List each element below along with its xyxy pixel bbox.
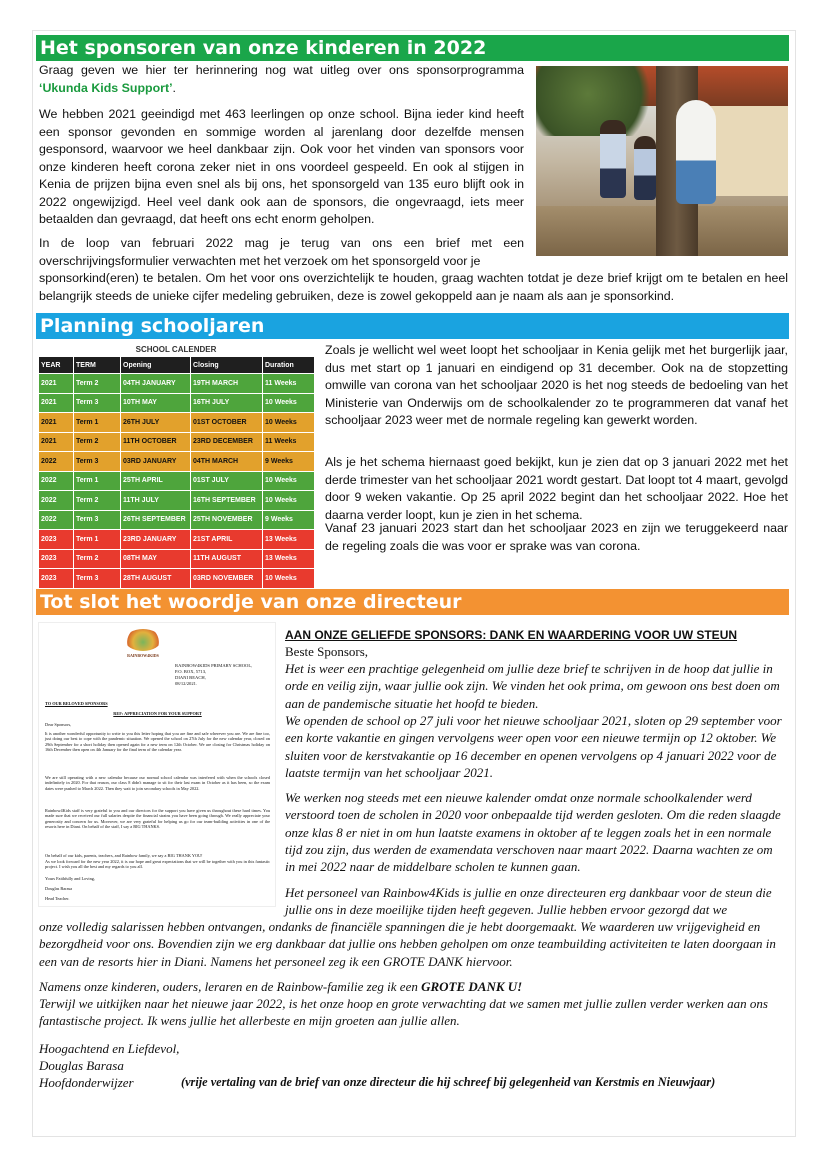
calendar-cell-closing: 16TH SEPTEMBER [191, 491, 263, 511]
calendar-cell-closing: 19TH MARCH [191, 374, 263, 394]
logo-text: RAINBOW4KIDS [127, 653, 159, 658]
calendar-row [39, 549, 315, 569]
payment-paragraph-a: In de loop van februari 2022 mag je terug van ons een brief met een overschrijvingsformulier verwachten met het verzoek om het sponsorgeld voor je [39, 236, 524, 268]
letter-title: AAN ONZE GELIEFDE SPONSORS: DANK EN WAARDERING VOOR UW STEUN [285, 628, 738, 642]
calendar-cell-opening: 28TH AUGUST [121, 569, 191, 589]
calendar-cell-opening: 11TH OCTOBER [121, 432, 191, 452]
calendar-cell-term: Term 2 [74, 432, 121, 452]
letter-p2-nl: We openden de school op 27 juli voor het nieuwe schooljaar 2021, sloten op 29 september voor een korte vakantie en gingen vervolgens weer open voor een nieuwe termijn op 12 oktober. We sluiten voor de kerstvakantie op 16 december en openen vervolgens op 4 januari 2022 voor de laatste termijn van het schooljaar 2021. [285, 713, 782, 780]
calendar-cell-year: 2022 [39, 452, 74, 472]
letter-p4b-nl: onze volledig salarissen hebben ontvangen, ondanks de financiële spanningen die je hebt doorgemaakt. We waarderen uw vrijgevigheid en bezorgdheid voor ons. Bovendien zijn we erg dankbaar dat jullie ons hebben geholpen om onze teambuilding activiteiten te laten doorgaan in een van de resorts hier in Diani. Namens het personeel zeg ik een GROTE DANK hiervoor. [39, 919, 776, 969]
calendar-cell-duration: 10 Weeks [263, 491, 315, 511]
planning-paragraph-1: Zoals je wellicht wel weet loopt het schooljaar in Kenia gelijk met het burgerlijk jaar, dus met start op 1 januari en eindigend op 31 december. Ook na de stopzetting omwille van corona van het schooljaar 2020 is het nog steeds de bedoeling van het Ministerie van Onderwijs om de schoolkalender zo te programmeren dat vanaf het schooljaar 2023 weer met de normale regeling kan gewerkt worden. [325, 343, 788, 427]
calendar-cell-term: Term 3 [74, 569, 121, 589]
calendar-cell-opening: 10TH MAY [121, 393, 191, 413]
calendar-title: SCHOOL CALENDER [135, 345, 217, 354]
calendar-cell-term: Term 3 [74, 510, 121, 530]
calendar-cell-opening: 26TH JULY [121, 413, 191, 433]
calendar-cell-year: 2022 [39, 510, 74, 530]
calendar-cell-closing: 04TH MARCH [191, 452, 263, 472]
letter-p4a-nl: Het personeel van Rainbow4Kids is jullie en onze directeuren erg dankbaar voor de steun die jullie ons in deze moeilijke tijden heeft gegeven. Jullie hebben ervoor gezorgd dat we [285, 885, 772, 918]
calendar-cell-duration: 9 Weeks [263, 510, 315, 530]
calendar-cell-term: Term 3 [74, 393, 121, 413]
calendar-cell-duration: 13 Weeks [263, 530, 315, 550]
calendar-cell-year: 2021 [39, 432, 74, 452]
section-heading-sponsoring: Het sponsoren van onze kinderen in 2022 [36, 35, 789, 61]
sponsor-paragraph: We hebben 2021 geeindigd met 463 leerlingen op onze school. Bijna ieder kind heeft een sponsor gevonden en sommige worden al jarenlang door dezelfde mensen gesponsord, waarvoor we heel dankbaar zijn. Ook voor het vinden van sponsors voor onze kinderen heeft corona zeker niet in ons voordeel gespeeld. En ook al stijgen in Kenia de prijzen bijna even snel als bij ons, het sponsorgeld van 135 euro blijft ook in 2022 ongewijzigd. Heel veel dank ook aan de sponsors, die ongevraagd, iets meer betaalden dan gevraagd, dat heeft ons echt enorm geholpen. [39, 107, 524, 226]
calendar-cell-opening: 08TH MAY [121, 549, 191, 569]
header-cell: Opening [121, 357, 191, 374]
calendar-cell-duration: 11 Weeks [263, 432, 315, 452]
letter-p4: On behalf of our kids, parents, teachers, and Rainbow family, we say a BIG THANK YOU! [45, 853, 203, 858]
calendar-row [39, 432, 315, 452]
letter-closing: Hoogachtend en Liefdevol, [39, 1041, 180, 1056]
calendar-cell-year: 2023 [39, 549, 74, 569]
letter-p1-nl: Het is weer een prachtige gelegenheid om jullie deze brief te schrijven in de hoop dat jullie in orde en veilig zijn, waar jullie ook zijn. We vinden het ook prima, om gewoon ons best doen om aan de pandemische situatie het hoofd te bieden. [285, 661, 780, 711]
letter-role: Hoofdonderwijzer [39, 1075, 134, 1090]
calendar-row [39, 569, 315, 589]
calendar-cell-term: Term 1 [74, 530, 121, 550]
calendar-cell-opening: 25TH APRIL [121, 471, 191, 491]
calendar-cell-year: 2023 [39, 530, 74, 550]
calendar-cell-opening: 03RD JANUARY [121, 452, 191, 472]
letter-p1: It is another wonderful opportunity to write to you this letter hoping that you are fine and safe wherever you are. We are fine too, just doing our best to cope with the pandemic situation. We opened the school on 27th July for the new calendar year, closed on 29th September for a short holiday then opened again for a new term on 12th October. We are closing for Christmas holiday on 16th December then open on 4th January for the final term of the calendar year. [45, 731, 270, 753]
letter-address: RAINBOW4KIDS PRIMARY SCHOOL, P.O. BOX, 5713, DIANI BEACH, 08/12/2021. [175, 663, 253, 686]
calendar-cell-closing: 01ST OCTOBER [191, 413, 263, 433]
calendar-table [38, 356, 315, 589]
calendar-cell-closing: 25TH NOVEMBER [191, 510, 263, 530]
letter-p6-nl: Terwijl we uitkijken naar het nieuwe jaar 2022, is het onze hoop en grote verwachting dat we samen met jullie zullen verder werken aan ons fantastische project. Ik wens jullie het allerbeste en mijn groeten aan jullie allen. [39, 996, 768, 1029]
letter-to: TO OUR BELOVED SPONSORS [45, 701, 108, 706]
school-calendar [38, 343, 314, 582]
calendar-cell-year: 2021 [39, 393, 74, 413]
calendar-cell-opening: 04TH JANUARY [121, 374, 191, 394]
calendar-cell-duration: 10 Weeks [263, 413, 315, 433]
letter-p5-nl: Namens onze kinderen, ouders, leraren en de Rainbow-familie zeg ik een GROTE DANK U! [39, 979, 523, 994]
calendar-cell-term: Term 2 [74, 374, 121, 394]
calendar-row [39, 491, 315, 511]
calendar-row [39, 471, 315, 491]
program-name: ‘Ukunda Kids Support’ [39, 80, 173, 95]
letter-sign3: Head Teacher. [45, 896, 70, 901]
calendar-row [39, 393, 315, 413]
calendar-cell-opening: 23RD JANUARY [121, 530, 191, 550]
calendar-row [39, 413, 315, 433]
calendar-row [39, 510, 315, 530]
calendar-cell-duration: 10 Weeks [263, 569, 315, 589]
rainbow-logo-icon [125, 629, 161, 651]
section-heading-planning: Planning schooljaren [36, 313, 789, 339]
intro-paragraph: Graag geven we hier ter herinnering nog wat uitleg over ons sponsorprogramma ‘Ukunda Kids Support’. [39, 63, 524, 95]
calendar-cell-year: 2021 [39, 374, 74, 394]
calendar-cell-year: 2022 [39, 471, 74, 491]
header-cell: Closing [191, 357, 263, 374]
letter-sign1: Yours Faithfully and Loving, [45, 876, 95, 881]
calendar-cell-year: 2023 [39, 569, 74, 589]
calendar-cell-duration: 13 Weeks [263, 549, 315, 569]
header-cell: TERM [74, 357, 121, 374]
header-cell: YEAR [39, 357, 74, 374]
calendar-cell-year: 2021 [39, 413, 74, 433]
letter-p5: As we look forward for the new year 2022, it is our hope and great expectations that we will be together with you in this fantastic project. I wish you all the best and my regards to you all. [45, 859, 270, 870]
calendar-cell-year: 2022 [39, 491, 74, 511]
letter-ref: REF: APPRECIATION FOR YOUR SUPPORT [113, 711, 202, 716]
calendar-cell-closing: 23RD DECEMBER [191, 432, 263, 452]
calendar-cell-closing: 01ST JULY [191, 471, 263, 491]
planning-paragraph-3: Vanaf 23 januari 2023 start dan het schooljaar 2023 en zijn we teruggekeerd naar de regeling zoals die was voor er sprake was van corona. [325, 521, 788, 553]
header-cell: Duration [263, 357, 315, 374]
letter-p3-nl: We werken nog steeds met een nieuwe kalender omdat onze normale schoolkalender werd verstoord toen de scholen in 2020 voor onbepaalde tijd werden gesloten. Om die reden slaagde onze klas 8 er niet in om hun laatste examens in oktober af te leggen zoals het in een normale tijd zou zijn, dus werden de examendata verschoven naar maart 2022. Daarna wachten ze om in mei 2022 naar de middelbare scholen te kunnen gaan. [285, 790, 781, 875]
calendar-cell-term: Term 3 [74, 452, 121, 472]
calendar-cell-duration: 10 Weeks [263, 471, 315, 491]
letter-p2: We are still operating with a new calendar because our normal school calendar was interfered with when the schools closed indefinitely in 2020. For that reason, our class 8 didn't manage to sit for their last exam in October as it has been, so the exam dates were pushed to March 2022. Then they wait to join secondary schools in May 2022. [45, 775, 270, 791]
letter-sign2: Douglas Barasa [45, 886, 73, 891]
calendar-row [39, 530, 315, 550]
calendar-cell-closing: 16TH JULY [191, 393, 263, 413]
planning-paragraph-2: Als je het schema hiernaast goed bekijkt, kun je zien dat op 3 januari 2022 met het derde trimester van het schooljaar 2021 wordt gestart. Dat loopt tot 4 maart, gevolgd door 9 weken vakantie. Op 25 april 2022 begint dan het schooljaar 2022. Hoe het daarna verder loopt, kun je zien in het schema. [325, 455, 788, 522]
section-heading-director: Tot slot het woordje van onze directeur [36, 589, 789, 615]
children-photo [536, 66, 788, 256]
calendar-cell-term: Term 1 [74, 413, 121, 433]
calendar-cell-duration: 9 Weeks [263, 452, 315, 472]
calendar-cell-term: Term 2 [74, 549, 121, 569]
calendar-row [39, 374, 315, 394]
letter-greeting: Beste Sponsors, [285, 644, 369, 659]
calendar-row [39, 452, 315, 472]
calendar-cell-opening: 11TH JULY [121, 491, 191, 511]
translation-note: (vrije vertaling van de brief van onze directeur die hij schreef bij gelegenheid van Kerstmis en Nieuwjaar) [181, 1075, 716, 1089]
calendar-cell-closing: 11TH AUGUST [191, 549, 263, 569]
letter-name: Douglas Barasa [39, 1058, 124, 1073]
letter-p3: Rainbow4Kids staff is very grateful to you and our directors for the support you have given us throughout these hard times. You made sure that we received our full salaries despite the financial strains you have been going through. We really appreciate your generosity and concern for us. Moreover, we are very grateful for helping us go for our team-building activities in one of the resorts here in Diani. On behalf of the staff, I say a BIG THANKS. [45, 808, 270, 830]
calendar-cell-opening: 26TH SEPTEMBER [121, 510, 191, 530]
calendar-cell-closing: 21ST APRIL [191, 530, 263, 550]
calendar-cell-term: Term 2 [74, 491, 121, 511]
letter-dear: Dear Sponsors, [45, 722, 72, 727]
calendar-header-row [39, 357, 315, 374]
calendar-cell-closing: 03RD NOVEMBER [191, 569, 263, 589]
payment-paragraph-b: sponsorkind(eren) te betalen. Om het voor ons overzichtelijk te houden, graag wachten totdat je deze brief krijgt om te betalen en heel belangrijk steeds de unieke cijfer medeling gebruiken, deze is zowel gekoppeld aan je naam als aan je sponsorkind. [39, 271, 788, 303]
director-letter-image [38, 622, 276, 907]
calendar-cell-duration: 10 Weeks [263, 393, 315, 413]
calendar-cell-duration: 11 Weeks [263, 374, 315, 394]
calendar-cell-term: Term 1 [74, 471, 121, 491]
